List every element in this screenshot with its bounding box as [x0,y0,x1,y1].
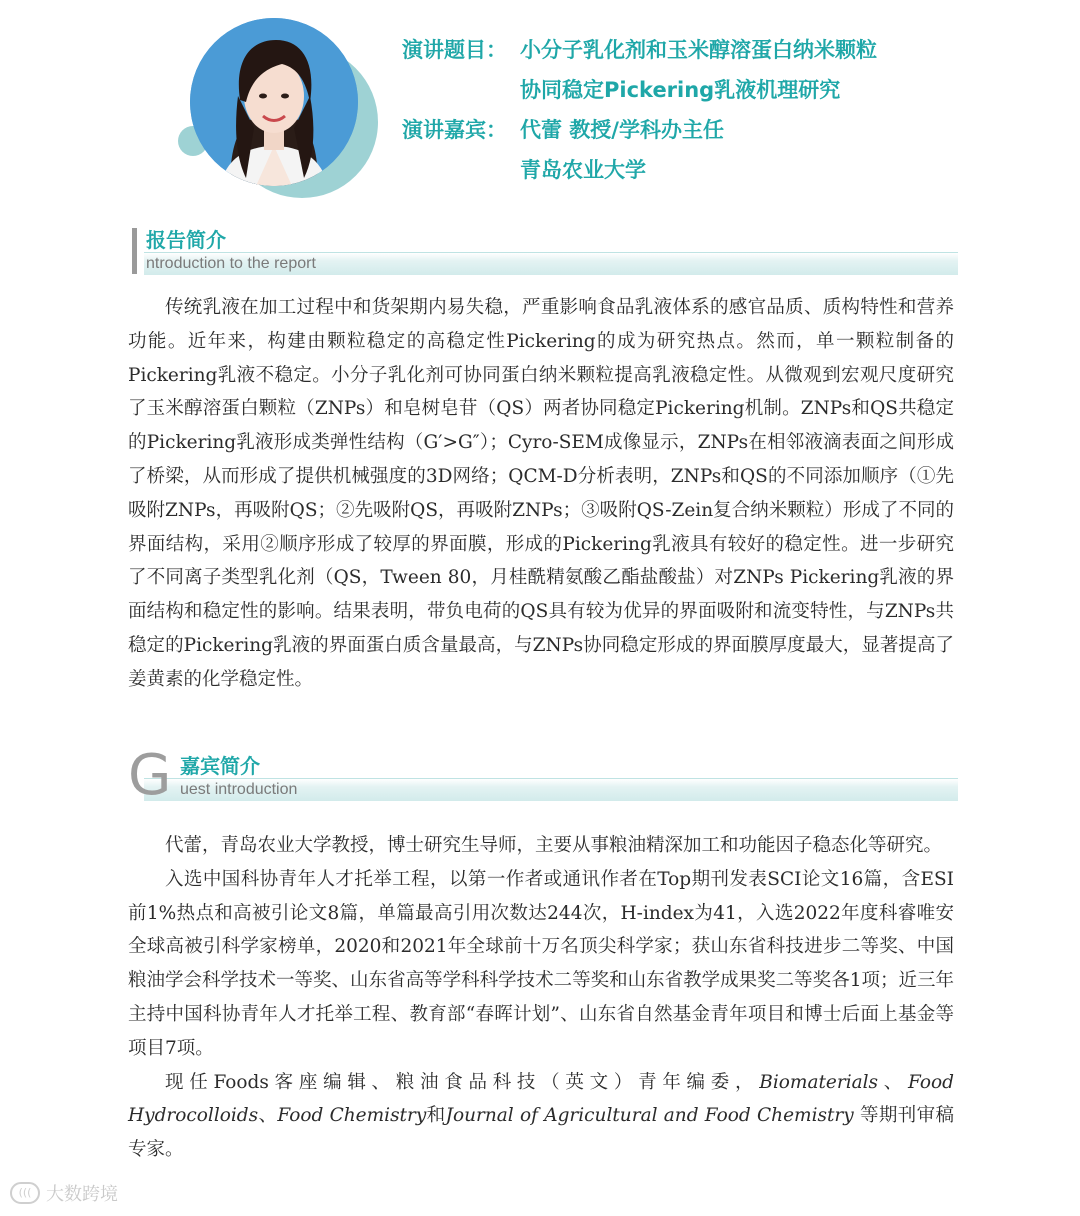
report-body [128,291,954,697]
report-section-header [132,228,958,278]
talk-title-label: 演讲题目： [402,38,507,62]
speaker-portrait [178,18,383,198]
journal-food-chemistry: Food Chemistry [277,1105,427,1127]
watermark-text: 大数跨境 [46,1184,118,1205]
talk-title-text-2: 协同稳定Pickering乳液机理研究 [520,78,841,102]
guest-paragraph-2: 入选中国科协青年人才托举工程，以第一作者或通讯作者在Top期刊发表SCI论文16篇，含ESI前1%热点和高被引论文8篇，单篇最高引用次数达244次，H-index为41，入选2022年度科睿唯安全球高被引科学家榜单，2020和2021年全球前十万名顶尖科学家；获山东省科技进步二等奖、中国粮油学会科学技术一等奖、山东省高等学科科学技术二等奖和山东省教学成果奖二等奖各1项；近三年主持中国科协青年人才托举工程、教育部“春晖计划”、山东省自然基金青年项目和博士后面上基金等项目7项。 [128,868,954,1059]
guest-section-title: 嘉宾简介 [180,754,260,778]
header-big-letter: G [128,743,172,808]
journal-jafc: Journal of Agricultural and Food Chemistry [445,1105,854,1127]
guest-paragraph-3 [128,1066,954,1167]
brand-logo-icon: ((( [10,1182,40,1204]
watermark [10,1180,118,1206]
guest-line [402,110,1022,150]
guest-label: 演讲嘉宾： [402,118,507,142]
report-section-subtitle: ntroduction to the report [146,255,316,272]
conjunction: 和 [426,1105,446,1127]
journal-biomaterials: Biomaterials [759,1071,879,1093]
affiliation-line [402,150,1022,190]
journal-food-hydrocolloids: Food Hydrocolloids [128,1071,954,1127]
guest-body [128,829,954,1167]
talk-info [402,30,1022,190]
report-section-title: 报告简介 [146,228,226,252]
separator: 、 [878,1071,909,1093]
header-bar [132,228,137,274]
talk-title-text: 小分子乳化剂和玉米醇溶蛋白纳米颗粒 [520,38,877,62]
guest-section-subtitle: uest introduction [180,781,298,798]
affiliation: 青岛农业大学 [520,158,646,182]
portrait-photo-icon [190,18,358,186]
guest-name-role: 代蕾 教授/学科办主任 [520,118,724,142]
talk-title-line-2 [402,70,1022,110]
p3-lead: 现任Foods客座编辑、粮油食品科技（英文）青年编委， [165,1071,760,1093]
guest-section-header [128,743,958,808]
p3-tail: 等期刊审稿专家。 [128,1105,954,1161]
report-paragraph: 传统乳液在加工过程中和货架期内易失稳，严重影响食品乳液体系的感官品质、质构特性和营养功能。近年来，构建由颗粒稳定的高稳定性Pickering的成为研究热点。然而，单一颗粒制备的Pickering乳液不稳定。小分子乳化剂可协同蛋白纳米颗粒提高乳液稳定性。从微观到宏观尺度研究了玉米醇溶蛋白颗粒（ZNPs）和皂树皂苷（QS）两者协同稳定Pickering机制。ZNPs和QS共稳定的Pickering乳液形成类弹性结构（G′>G″）；Cyro-SEM成像显示，ZNPs在相邻液滴表面之间形成了桥梁，从而形成了提供机械强度的3D网络；QCM-D分析表明，ZNPs和QS的不同添加顺序（①先吸附ZNPs，再吸附QS；②先吸附QS，再吸附ZNPs；③吸附QS-Zein复合纳米颗粒）形成了不同的界面结构，采用②顺序形成了较厚的界面膜，形成的Pickering乳液具有较好的稳定性。进一步研究了不同离子类型乳化剂（QS，Tween 80，月桂酰精氨酸乙酯盐酸盐）对ZNPs Pickering乳液的界面结构和稳定性的影响。结果表明，带负电荷的QS具有较为优异的界面吸附和流变特性，与ZNPs共稳定的Pickering乳液的界面蛋白质含量最高，与ZNPs协同稳定形成的界面膜厚度最大，显著提高了姜黄素的化学稳定性。 [128,297,954,690]
talk-title-line [402,30,1022,70]
separator: 、 [258,1105,278,1127]
guest-paragraph-1: 代蕾，青岛农业大学教授，博士研究生导师，主要从事粮油精深加工和功能因子稳态化等研究。 [165,835,943,856]
